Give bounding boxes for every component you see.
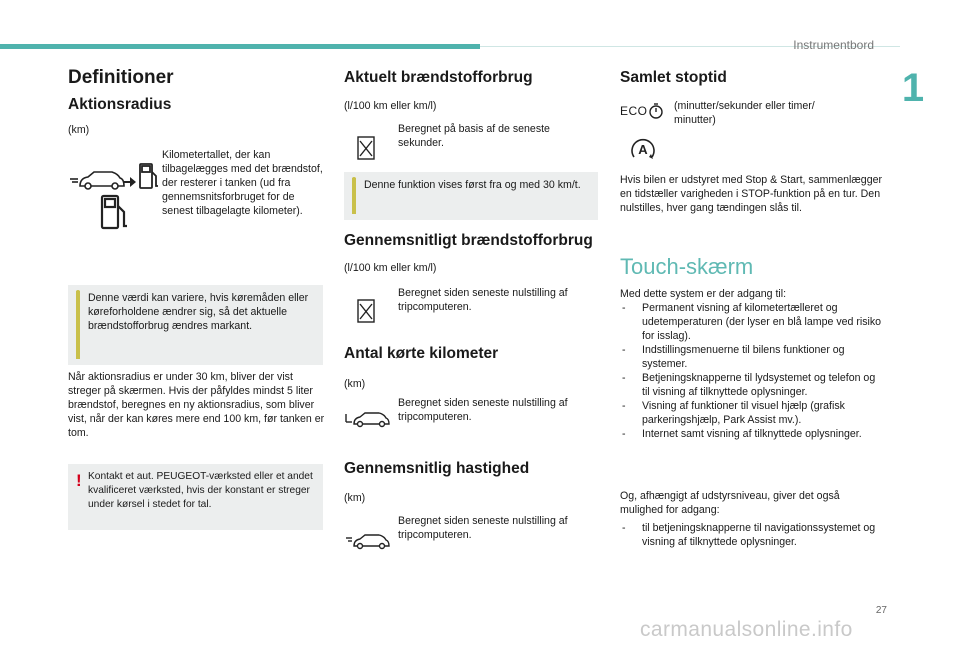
- car-icon: [70, 172, 124, 189]
- warning-exclamation-icon: !: [76, 471, 82, 490]
- svg-text:A: A: [638, 142, 648, 157]
- range-icons: [70, 160, 160, 240]
- subtitle-aktionsradius: Aktionsradius: [68, 96, 172, 113]
- average-speed-description: Beregnet siden seneste nulstilling af tripcomputeren.: [398, 515, 568, 541]
- list-item: - Internet samt visning af tilknyttede oplysninger.: [620, 427, 882, 441]
- touch-intro: Med dette system er der adgang til:: [620, 288, 787, 300]
- touch-paragraph-2: Og, afhængigt af udstyrsniveau, giver det også mulighed for adgang:: [620, 490, 840, 516]
- info-note-speed: [344, 172, 598, 220]
- fuel-gauge-icon: [357, 136, 377, 162]
- list-item: - Permanent visning af kilometertælleret og udetemperaturen (der lyser en blå lampe ved risiko for isslag).: [620, 301, 882, 343]
- distance-description: Beregnet siden seneste nulstilling af tripcomputeren.: [398, 397, 568, 423]
- car-distance-icon: [346, 408, 390, 430]
- heading-average-speed: Gennemsnitlig hastighed: [344, 460, 530, 477]
- fuel-pump-icon: [140, 164, 158, 188]
- average-consumption-description: Beregnet siden seneste nulstilling af tripcomputeren.: [398, 287, 568, 313]
- unit-label: (km): [68, 124, 90, 136]
- section-title: Instrumentbord: [793, 38, 874, 52]
- stop-time-paragraph: Hvis bilen er udstyret med Stop & Start, sammenlægger en tidstæller varigheden i STOP-funktion på en tur. Den nulstilles, hver gang tændingen slås til.: [620, 174, 883, 214]
- warning-note: [68, 464, 323, 530]
- page-title: Definitioner: [68, 67, 174, 88]
- info-note-range: [68, 285, 323, 365]
- stopwatch-icon: [648, 103, 664, 119]
- car-speed-icon: [346, 530, 390, 552]
- info-note-text: Denne værdi kan variere, hvis køremåden eller køreforholdene ændrer sig, så det aktuelle brændstofforbrug ændres markant.: [88, 292, 309, 332]
- unit-label: (l/100 km eller km/l): [344, 100, 437, 112]
- fuel-pump-large-icon: [102, 196, 127, 228]
- warning-note-text: Kontakt et aut. PEUGEOT-værksted eller et andet kvalificeret værksted, hvis der konstant er streger under kørsel i stedet for tal.: [88, 471, 313, 510]
- list-item: - Betjeningsknapperne til lydsystemet og telefon og til visning af tilknyttede oplysninger.: [620, 371, 882, 399]
- info-marker-icon: [76, 291, 80, 359]
- header-accent-bar: [0, 44, 480, 49]
- fuel-gauge-icon: [357, 299, 377, 325]
- unit-label: (l/100 km eller km/l): [344, 262, 437, 274]
- list-item: - Visning af funktioner til visuel hjælp (grafisk parkeringshjælp, Park Assist mv.).: [620, 399, 882, 427]
- heading-touch-screen: Touch-skærm: [620, 254, 754, 279]
- current-consumption-description: Beregnet på basis af de seneste sekunder.: [398, 123, 550, 149]
- heading-distance: Antal kørte kilometer: [344, 345, 499, 362]
- page-number: 27: [875, 605, 887, 616]
- heading-average-consumption: Gennemsnitligt brændstofforbrug: [344, 232, 593, 249]
- info-marker-icon: [352, 178, 356, 214]
- arrow-right-icon: [124, 177, 136, 187]
- info-note-text: Denne funktion vises først fra og med 30 km/t.: [364, 179, 581, 191]
- watermark: carmanualsonline.info: [640, 618, 853, 641]
- chapter-number: 1: [901, 66, 925, 110]
- heading-current-consumption: Aktuelt brændstofforbrug: [344, 69, 533, 86]
- range-paragraph: Når aktionsradius er under 30 km, bliver der vist streger på skærmen. Hvis der påfyldes mindst 5 liter brændstof, beregnes en ny aktionsradius, som bliver vist, når der kan køres mere end 100 km, før tanken er tom.: [68, 371, 325, 439]
- touch-extra-list: [620, 521, 882, 549]
- unit-label: (km): [344, 492, 366, 504]
- unit-label: (km): [344, 378, 366, 390]
- heading-stop-time: Samlet stoptid: [620, 69, 727, 86]
- stop-start-icon: [628, 135, 658, 163]
- range-description: Kilometertallet, der kan tilbagelægges med det brændstof, der resterer i tanken (ud fra gennemsnitsforbruget for de senest tilbagelagte kilometer).: [162, 149, 323, 217]
- eco-icon: ECO: [620, 104, 648, 118]
- list-item: - til betjeningsknapperne til navigationssystemet og visning af tilknyttede oplysninger.: [620, 521, 882, 549]
- list-item: - Indstillingsmenuerne til bilens funktioner og systemer.: [620, 343, 882, 371]
- touch-feature-list: [620, 301, 882, 441]
- stop-time-unit: (minutter/sekunder eller timer/ minutter): [674, 100, 815, 126]
